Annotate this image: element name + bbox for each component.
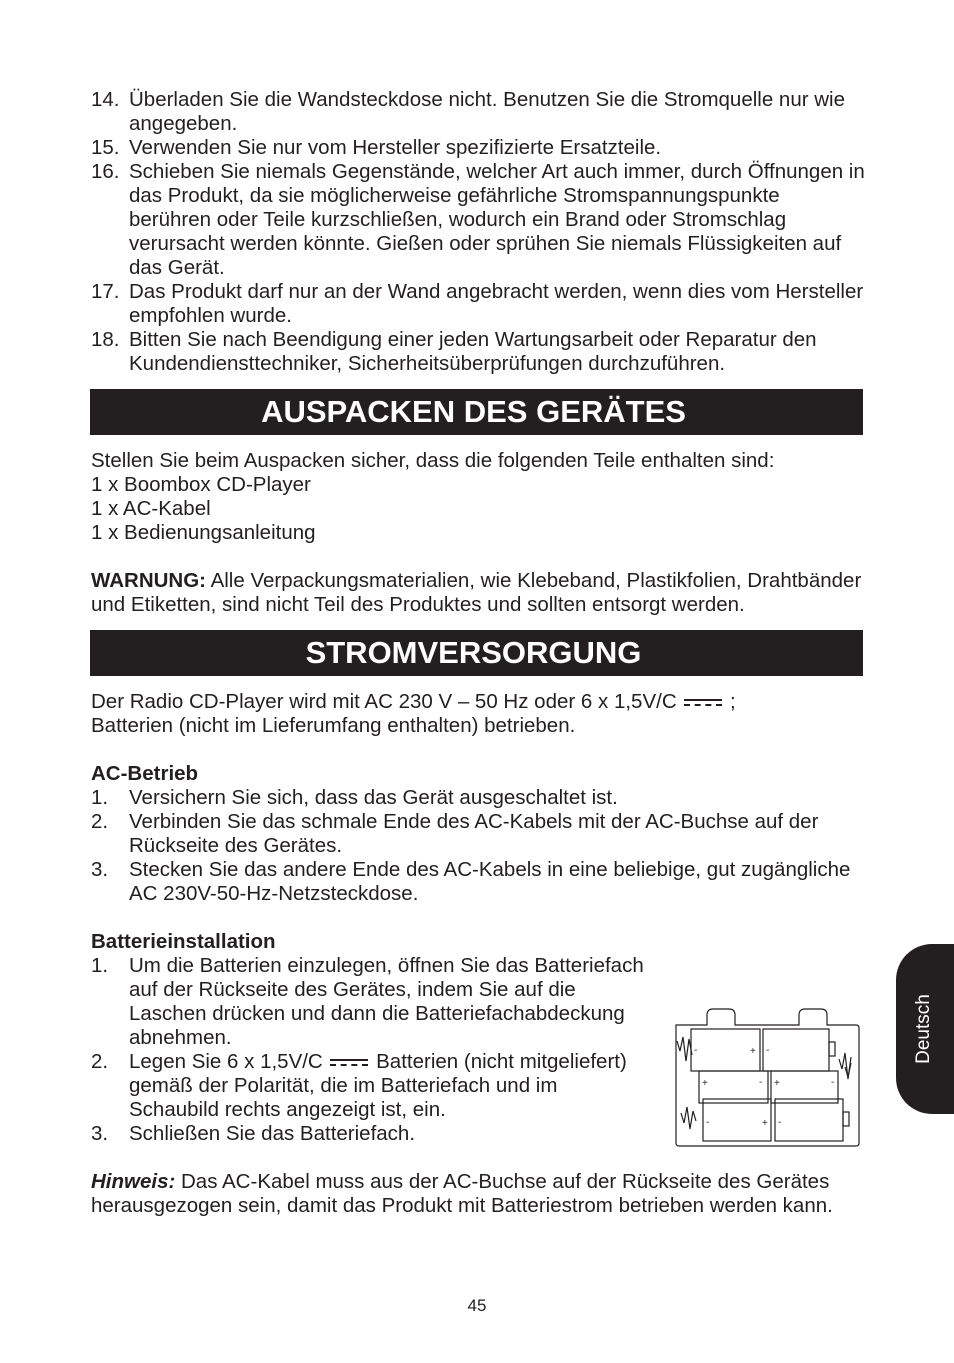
unpacking-intro: Stellen Sie beim Auspacken sicher, dass die folgenden Teile enthalten sind: [91,449,775,472]
list-item: 15. Verwenden Sie nur vom Hersteller spezifizierte Ersatzteile. [91,136,662,159]
list-item: 17. Das Produkt darf nur an der Wand angebracht werden, wenn dies vom Hersteller empfohlen wurde. [91,280,864,327]
svg-text:+: + [750,1046,756,1057]
ac-title: AC-Betrieb [91,762,199,785]
list-item: 18. Bitten Sie nach Beendigung einer jeden Wartungsarbeit oder Reparatur den Kundendiensttechniker, Sicherheitsüberprüfungen durchzuführen. [91,328,817,375]
battery-compartment-diagram [673,1007,861,1149]
battery-steps [91,954,651,1146]
svg-text:-: - [694,1045,698,1056]
unpacking-item: 1 x Boombox CD-Player [91,473,311,496]
svg-text:+: + [762,1118,768,1129]
list-item: 2. Legen Sie 6 x 1,5V/C Batterien (nicht mitgeliefert) gemäß der Polarität, die im Batteriefach und im Schaubild rechts angezeigt ist, ein. [91,1050,627,1121]
list-item: 3. Stecken Sie das andere Ende des AC-Kabels in eine beliebige, gut zugängliche AC 230V-50-Hz-Netzsteckdose. [91,858,851,905]
dc-symbol-icon [684,698,722,708]
power-intro-line2: Batterien (nicht im Lieferumfang enthalten) betrieben. [91,714,576,737]
unpacking-item: 1 x Bedienungsanleitung [91,521,316,544]
svg-text:+: + [702,1078,708,1089]
battery-title: Batterieinstallation [91,930,276,953]
list-item: 14. Überladen Sie die Wandsteckdose nicht. Benutzen Sie die Stromquelle nur wie angegeben. [91,88,846,135]
svg-text:-: - [778,1117,782,1128]
warning-paragraph: WARNUNG: Alle Verpackungsmaterialien, wie Klebeband, Plastikfolien, Drahtbänder und Etiketten, sind nicht Teil des Produktes und sollten entsorgt werden. [91,569,862,616]
svg-text:-: - [766,1045,770,1056]
dc-symbol-icon [330,1058,368,1068]
list-item: 1. Versichern Sie sich, dass das Gerät ausgeschaltet ist. [91,786,618,809]
page-number: 45 [467,1296,487,1315]
language-tab: Deutsch [896,944,954,1114]
ac-steps [91,786,866,906]
list-item: 16. Schieben Sie niemals Gegenstände, welcher Art auch immer, durch Öffnungen in das Produkt, da sie möglicherweise gefährliche Stromspannungspunkte berühren oder Teile kurzschließen, wodurch ein Brand oder Stromschlag verursacht werden könnte. Gießen oder sprühen Sie niemals Flüssigkeiten auf das Gerät. [91,160,865,279]
warning-label: WARNUNG: [91,569,207,592]
svg-text:-: - [706,1117,710,1128]
safety-list [91,88,866,376]
note-paragraph: Hinweis: Das AC-Kabel muss aus der AC-Buchse auf der Rückseite des Gerätes herausgezogen sein, damit das Produkt mit Batteriestrom betrieben werden kann. [91,1170,833,1217]
svg-text:-: - [759,1077,763,1088]
power-intro: Der Radio CD-Player wird mit AC 230 V – 50 Hz oder 6 x 1,5V/C ; [91,690,736,713]
section-heading-power: STROMVERSORGUNG [90,630,863,676]
list-item: 1. Um die Batterien einzulegen, öffnen Sie das Batteriefach auf der Rückseite des Gerätes, indem Sie auf die Laschen drücken und dann die Batteriefachabdeckung abnehmen. [91,954,644,1049]
svg-text:+: + [774,1078,780,1089]
list-item: 3. Schließen Sie das Batteriefach. [91,1122,416,1145]
note-label: Hinweis: [91,1170,176,1193]
svg-text:-: - [831,1077,835,1088]
unpacking-item: 1 x AC-Kabel [91,497,211,520]
section-heading-unpacking: AUSPACKEN DES GERÄTES [90,389,863,435]
list-item: 2. Verbinden Sie das schmale Ende des AC-Kabels mit der AC-Buchse auf der Rückseite des Gerätes. [91,810,819,857]
